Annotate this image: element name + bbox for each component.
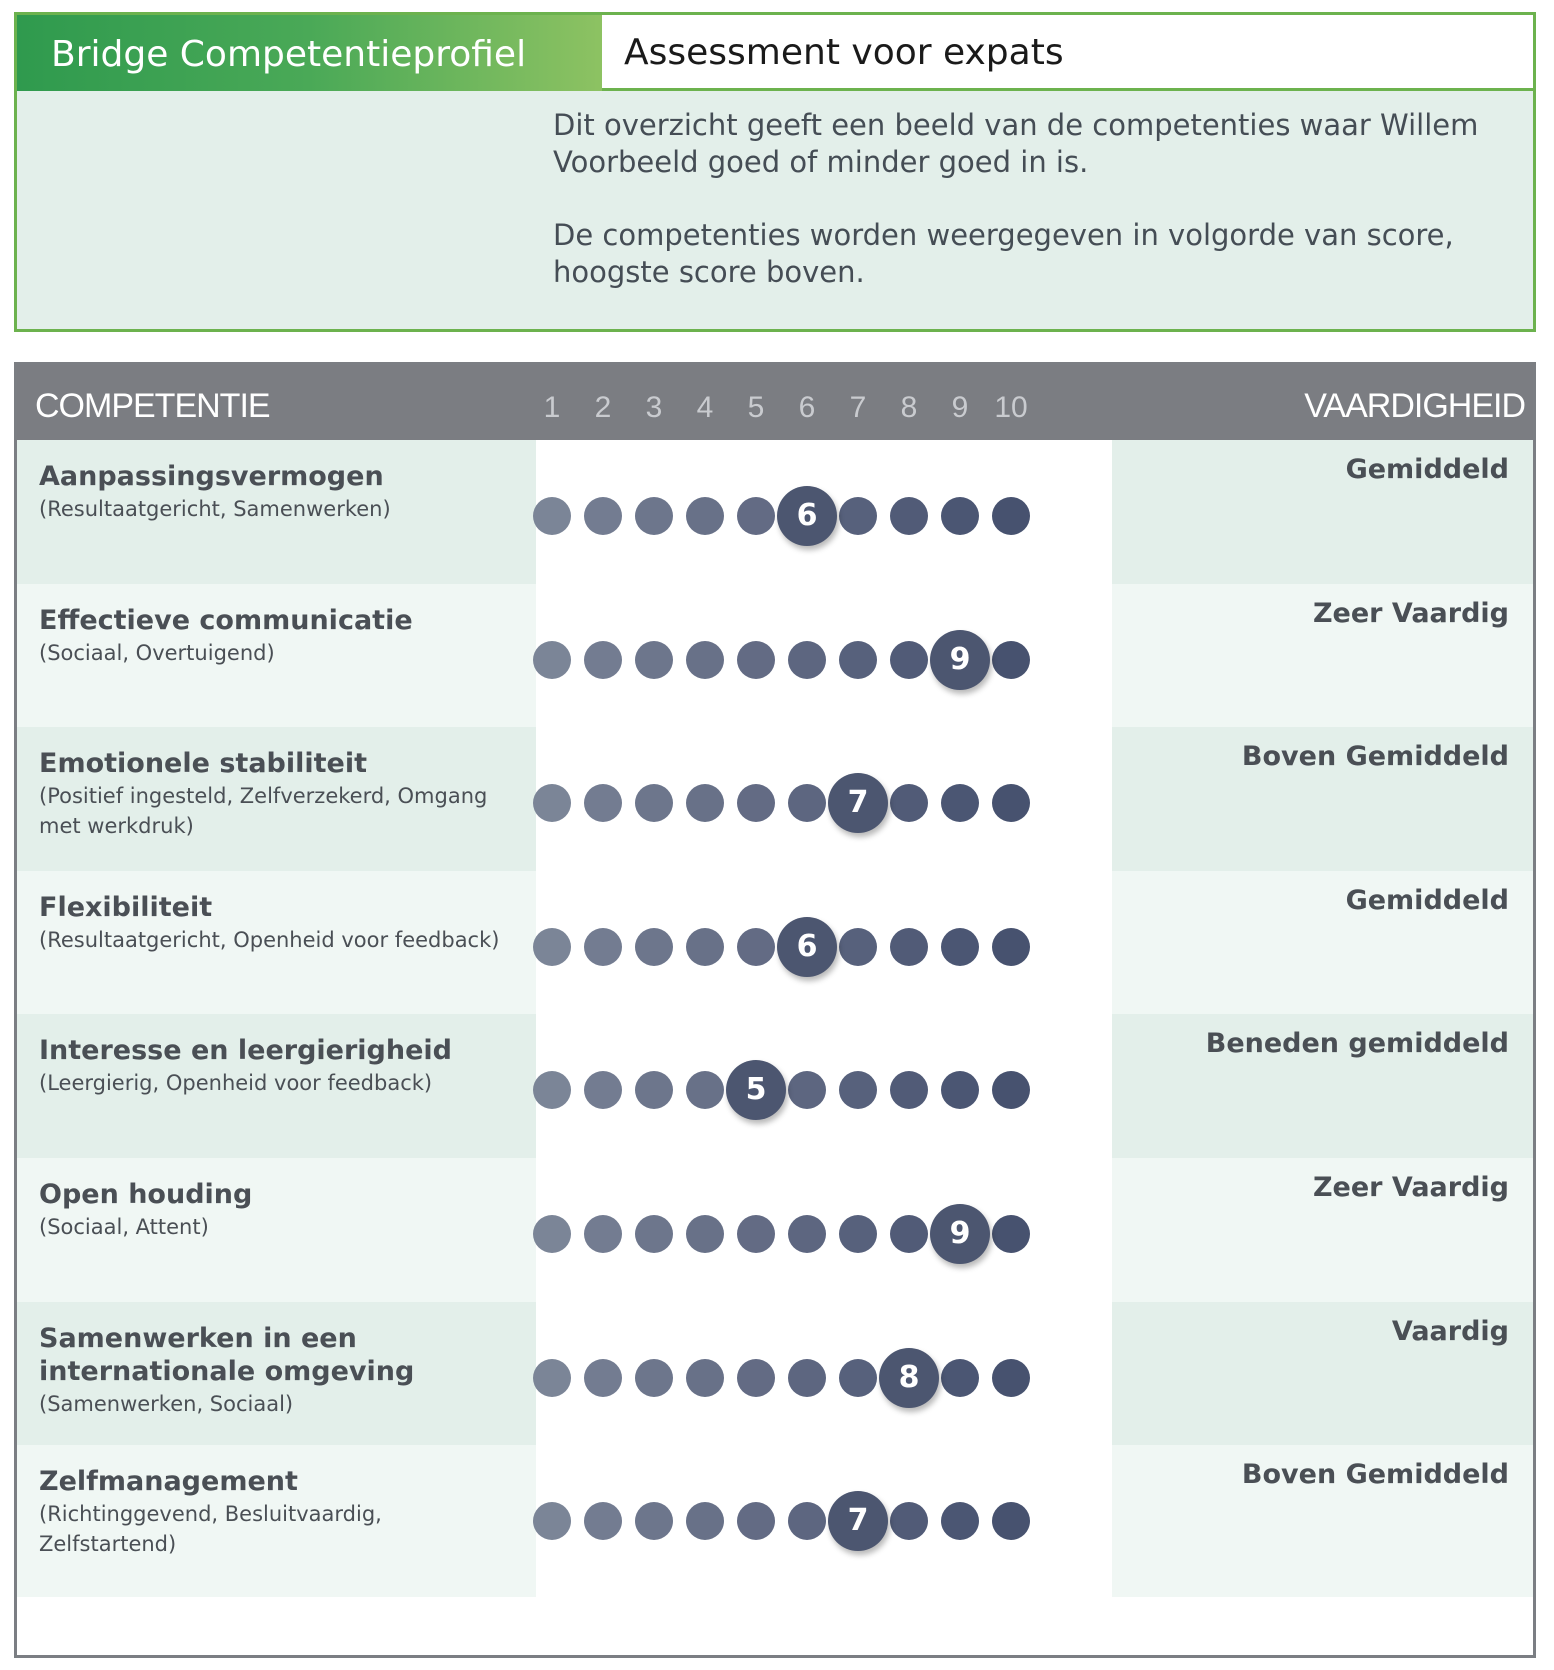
- scale-dot: [839, 1359, 877, 1397]
- scale-dot: [890, 497, 928, 535]
- scale-dot: [788, 1502, 826, 1540]
- scale-dot: [737, 641, 775, 679]
- scale-number-8: 8: [900, 391, 918, 424]
- scale-dot: [992, 1215, 1030, 1253]
- competency-title: Samenwerken in een internationale omgeving: [39, 1322, 415, 1387]
- report-header: [17, 15, 1533, 91]
- table-row: [17, 1302, 1533, 1454]
- scale-dot: [686, 928, 724, 966]
- scale-dot: [635, 1359, 673, 1397]
- scale-dot: [635, 1071, 673, 1109]
- table-row: [17, 584, 1533, 736]
- competency-name: [39, 747, 509, 841]
- intro-text: [553, 107, 1523, 327]
- scale-dot: [788, 1359, 826, 1397]
- score-marker: 9: [930, 630, 990, 690]
- scale-dot: [584, 1071, 622, 1109]
- competency-table: [14, 362, 1536, 1658]
- scale-dot: [941, 1071, 979, 1109]
- scale-number-7: 7: [849, 391, 867, 424]
- intro-paragraph-2: De competenties worden weergegeven in volgorde van score, hoogste score boven.: [553, 218, 1454, 289]
- scale-dot: [788, 641, 826, 679]
- skill-level: Boven Gemiddeld: [1241, 741, 1509, 773]
- scale-dot: [992, 1071, 1030, 1109]
- intro-panel: [14, 12, 1536, 332]
- scale-dot: [839, 928, 877, 966]
- scale-dot: [686, 1215, 724, 1253]
- scale-dot: [533, 641, 571, 679]
- scale-number-5: 5: [747, 391, 765, 424]
- competency-title: Zelfmanagement: [39, 1466, 298, 1498]
- score-marker: 7: [828, 1491, 888, 1551]
- scale-dot: [992, 928, 1030, 966]
- scale-dot: [992, 1502, 1030, 1540]
- scale-dot: [584, 784, 622, 822]
- skill-level: Zeer Vaardig: [1312, 1172, 1509, 1203]
- scale-dot: [737, 784, 775, 822]
- scale-dot: [737, 497, 775, 535]
- score-marker: 6: [777, 917, 837, 977]
- level-cell: [1112, 727, 1533, 879]
- scale-dot: [686, 1071, 724, 1109]
- scale-dot: [839, 497, 877, 535]
- competency-title: Open houding: [39, 1179, 253, 1210]
- competency-subskills: (Sociaal, Attent): [39, 1215, 209, 1239]
- scale-dot: [941, 1502, 979, 1540]
- scale-dot: [890, 1502, 928, 1540]
- competency-name: [39, 1034, 509, 1098]
- scale-dot: [941, 1359, 979, 1397]
- competency-subskills: (Richtinggevend, Besluitvaardig, Zelfstartend): [39, 1502, 382, 1557]
- scale-dot: [533, 928, 571, 966]
- scale-dot: [839, 1071, 877, 1109]
- scale-dot: [584, 1502, 622, 1540]
- scale-dot: [686, 497, 724, 535]
- competency-subskills: (Positief ingesteld, Zelfverzekerd, Omgang met werkdruk): [39, 784, 488, 839]
- scale-dot: [635, 497, 673, 535]
- scale-dot: [737, 1502, 775, 1540]
- scale-number-10: 10: [994, 391, 1028, 424]
- competency-cell: [17, 1158, 536, 1310]
- scale-dot: [635, 928, 673, 966]
- scale-dot: [686, 1502, 724, 1540]
- scale-dot: [992, 641, 1030, 679]
- column-header-vaardigheid: VAARDIGHEID: [1304, 387, 1525, 425]
- competency-name: [39, 1178, 509, 1242]
- scale-number-9: 9: [951, 391, 969, 424]
- skill-level: Gemiddeld: [1345, 454, 1509, 485]
- scale-dot: [890, 641, 928, 679]
- scale-dot: [788, 784, 826, 822]
- competency-cell: [17, 871, 536, 1023]
- competency-cell: [17, 1445, 536, 1597]
- table-row: [17, 727, 1533, 879]
- scale-dot: [941, 928, 979, 966]
- scale-dot: [533, 1359, 571, 1397]
- scale-dot: [839, 1215, 877, 1253]
- level-cell: [1112, 440, 1533, 592]
- scale-number-1: 1: [543, 391, 561, 424]
- competency-subskills: (Leergierig, Openheid voor feedback): [39, 1071, 433, 1096]
- level-cell: [1112, 1014, 1533, 1166]
- scale-dot: [992, 784, 1030, 822]
- scale-dot: [533, 497, 571, 535]
- competency-subskills: (Resultaatgericht, Openheid voor feedback): [39, 927, 500, 952]
- scale-dot: [686, 784, 724, 822]
- table-row: [17, 1158, 1533, 1310]
- scale-dot: [584, 928, 622, 966]
- competency-title: Interesse en leergierigheid: [39, 1035, 453, 1067]
- skill-level: Vaardig: [1391, 1315, 1509, 1347]
- scale-dot: [533, 1502, 571, 1540]
- level-cell: [1112, 1302, 1533, 1454]
- scale-dot: [890, 928, 928, 966]
- level-cell: [1112, 871, 1533, 1023]
- scale-dot: [635, 784, 673, 822]
- scale-dot: [584, 497, 622, 535]
- table-row: [17, 1014, 1533, 1166]
- scale-dot: [686, 641, 724, 679]
- scale-dot: [788, 1215, 826, 1253]
- scale-number-2: 2: [594, 391, 612, 424]
- scale-number-3: 3: [645, 391, 663, 424]
- scale-number-6: 6: [798, 391, 816, 424]
- scale-dot: [890, 1071, 928, 1109]
- scale-dot: [839, 641, 877, 679]
- competency-title: Flexibiliteit: [39, 891, 213, 923]
- score-marker: 9: [930, 1204, 990, 1264]
- level-cell: [1112, 1158, 1533, 1310]
- scale-dot: [992, 1359, 1030, 1397]
- competency-cell: [17, 1302, 536, 1454]
- scale-dot: [533, 1215, 571, 1253]
- competency-subskills: (Sociaal, Overtuigend): [39, 640, 275, 665]
- table-row: [17, 1445, 1533, 1597]
- score-marker: 5: [726, 1060, 786, 1120]
- competency-title: Aanpassingsvermogen: [39, 461, 384, 492]
- competency-title: Emotionele stabiliteit: [39, 748, 368, 780]
- scale-dot: [890, 784, 928, 822]
- scale-dot: [635, 1502, 673, 1540]
- level-cell: [1112, 584, 1533, 736]
- competency-subskills: (Samenwerken, Sociaal): [39, 1391, 294, 1416]
- scale-dot: [533, 1071, 571, 1109]
- scale-dot: [941, 784, 979, 822]
- table-row: [17, 440, 1533, 592]
- scale-dot: [584, 1359, 622, 1397]
- skill-level: Gemiddeld: [1345, 884, 1509, 916]
- scale-dot: [890, 1215, 928, 1253]
- skill-level: Beneden gemiddeld: [1205, 1028, 1509, 1060]
- scale-dot: [533, 784, 571, 822]
- scale-dot: [992, 497, 1030, 535]
- scale-dot: [635, 1215, 673, 1253]
- intro-paragraph-1: Dit overzicht geeft een beeld van de competenties waar Willem Voorbeeld goed of minder goed in is.: [553, 108, 1479, 179]
- skill-level: Zeer Vaardig: [1312, 597, 1509, 629]
- competency-name: [39, 604, 509, 668]
- scale-dot: [584, 641, 622, 679]
- brand-title: Bridge Competentieprofiel: [17, 15, 602, 91]
- competency-cell: [17, 440, 536, 592]
- level-cell: [1112, 1445, 1533, 1597]
- scale-dot: [737, 928, 775, 966]
- skill-level: Boven Gemiddeld: [1241, 1459, 1509, 1491]
- competency-cell: [17, 727, 536, 879]
- scale-dot: [584, 1215, 622, 1253]
- scale-dot: [737, 1359, 775, 1397]
- scale-dot: [635, 641, 673, 679]
- table-header: [17, 365, 1533, 443]
- column-header-competentie: COMPETENTIE: [35, 387, 270, 425]
- scale-dot: [788, 1071, 826, 1109]
- scale-dot: [686, 1359, 724, 1397]
- competency-name: [39, 891, 509, 955]
- scale-number-4: 4: [696, 391, 714, 424]
- competency-subskills: (Resultaatgericht, Samenwerken): [39, 497, 391, 521]
- scale-dot: [737, 1215, 775, 1253]
- competency-name: [39, 1465, 509, 1559]
- assessment-title: Assessment voor expats: [602, 15, 1533, 91]
- score-marker: 7: [828, 773, 888, 833]
- table-row: [17, 871, 1533, 1023]
- scale-dot: [941, 497, 979, 535]
- score-marker: 8: [879, 1348, 939, 1408]
- competency-name: [39, 1322, 509, 1419]
- score-marker: 6: [777, 486, 837, 546]
- competency-title: Effectieve communicatie: [39, 604, 413, 636]
- competency-cell: [17, 1014, 536, 1166]
- competency-name: [39, 460, 509, 524]
- competency-cell: [17, 584, 536, 736]
